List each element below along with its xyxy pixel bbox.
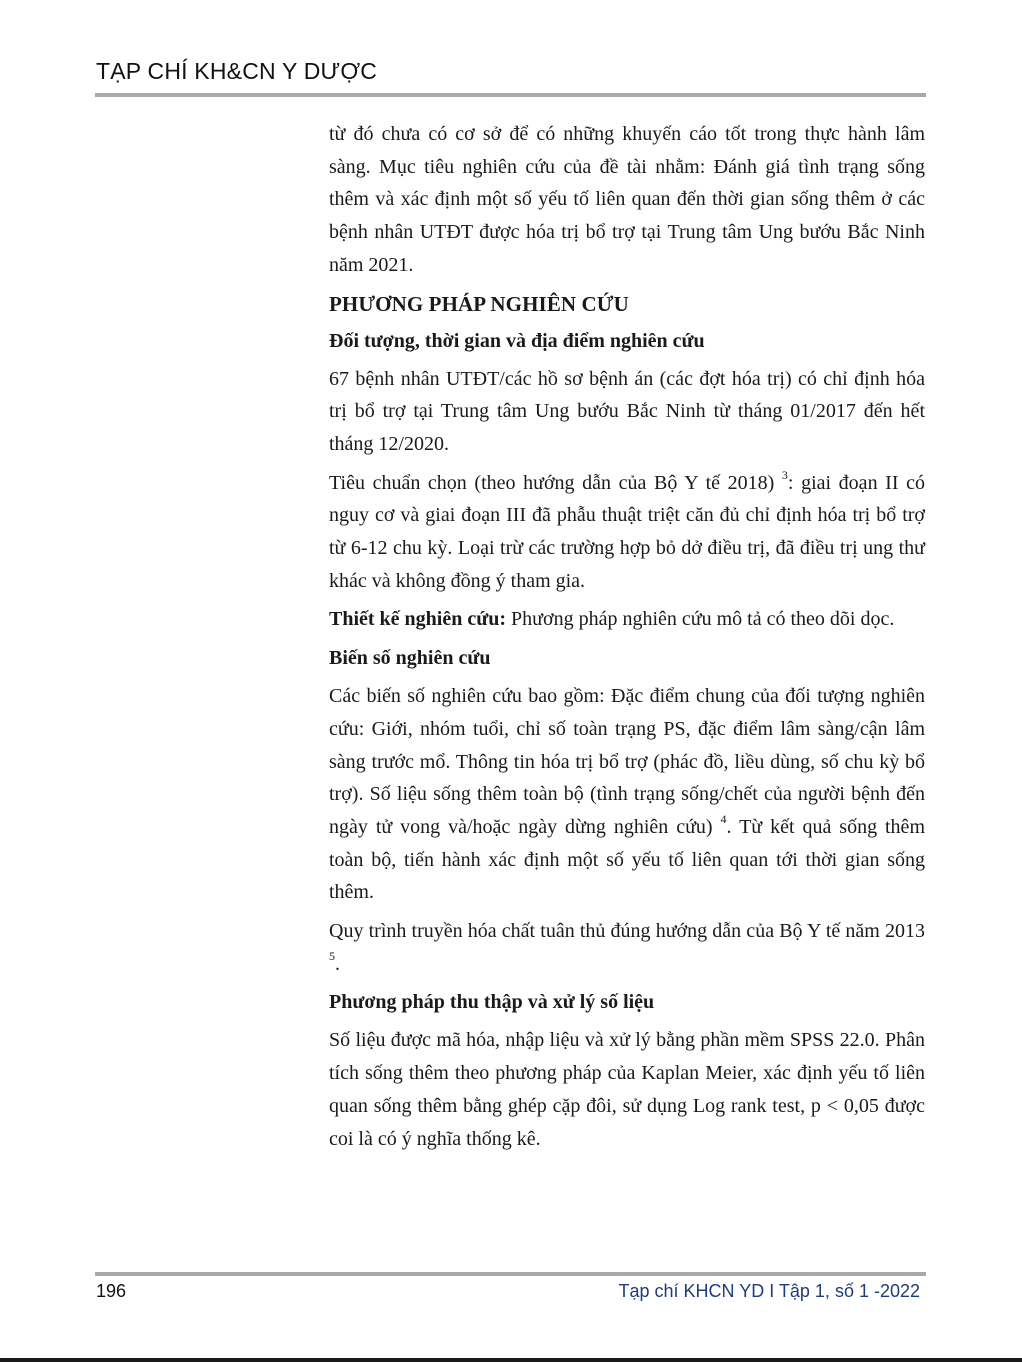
page-number: 196 [96, 1281, 127, 1301]
design-label: Thiết kế nghiên cứu: [329, 608, 507, 631]
citation-ref: 3 [781, 467, 788, 482]
variables-text: Các biến số nghiên cứu bao gồm: Đặc điểm chung của đối tượng nghiên cứu: Giới, nhóm tuổi, chỉ số toàn trạng PS, đặc điểm lâm sàng/cận lâm sàng trước mổ. Thông tin hóa trị bổ trợ (phác đồ, liều dùng, số chu kỳ bổ trợ). Số liệu sống thêm toàn bộ (tình trạng sống/chết của người bệnh đến ngày tử vong và/hoặc ngày dừng nghiên cứu) [329, 685, 925, 838]
article-body [329, 118, 925, 1161]
criteria-text: Tiêu chuẩn chọn (theo hướng dẫn của Bộ Y tế 2018) [329, 471, 782, 494]
procedure-paragraph [329, 915, 925, 980]
footer-divider [95, 1272, 926, 1276]
intro-paragraph: từ đó chưa có cơ sở để có những khuyến cáo tốt trong thực hành lâm sàng. Mục tiêu nghiên cứu của đề tài nhằm: Đánh giá tình trạng sống thêm và xác định một số yếu tố liên quan đến thời gian sống thêm ở các bệnh nhân UTĐT được hóa trị bổ trợ tại Trung tâm Ung bướu Bắc Ninh năm 2021. [329, 123, 925, 276]
subheading-data-processing: Phương pháp thu thập và xử lý số liệu [329, 991, 655, 1014]
journal-header-title: TẠP CHÍ KH&CN Y DƯỢC [96, 58, 378, 84]
design-text: Phương pháp nghiên cứu mô tả có theo dõi dọc. [506, 608, 895, 631]
criteria-paragraph [329, 467, 925, 598]
citation-ref: 5 [329, 949, 335, 964]
subheading-subjects: Đối tượng, thời gian và địa điểm nghiên cứu [329, 329, 705, 352]
subheading-variables: Biến số nghiên cứu [329, 647, 491, 670]
citation-ref: 4 [720, 812, 727, 827]
procedure-text-cont: . [335, 952, 340, 975]
header-divider [95, 93, 926, 97]
footer-journal-info: Tạp chí KHCN YD I Tập 1, số 1 -2022 [618, 1281, 920, 1301]
variables-text-cont: . Từ kết quả sống thêm toàn bộ, tiến hành xác định một số yếu tố liên quan tới thời gian sống thêm. [329, 815, 925, 904]
section-heading-methods: PHƯƠNG PHÁP NGHIÊN CỨU [329, 291, 629, 316]
subjects-paragraph: 67 bệnh nhân UTĐT/các hồ sơ bệnh án (các đợt hóa trị) có chỉ định hóa trị bổ trợ tại Trung tâm Ung bướu Bắc Ninh từ tháng 01/2017 đến hết tháng 12/2020. [329, 367, 925, 455]
variables-paragraph [329, 680, 925, 909]
criteria-text-cont: : giai đoạn II có nguy cơ và giai đoạn III đã phẫu thuật triệt căn đủ chỉ định hóa trị bổ trợ từ 6-12 chu kỳ. Loại trừ các trường hợp bỏ dở điều trị, đã điều trị ung thư khác và không đồng ý tham gia. [329, 471, 925, 592]
procedure-text: Quy trình truyền hóa chất tuân thủ đúng hướng dẫn của Bộ Y tế năm 2013 [329, 920, 925, 943]
page-bottom-edge [0, 1358, 1022, 1362]
design-paragraph [329, 603, 925, 636]
data-paragraph: Số liệu được mã hóa, nhập liệu và xử lý bằng phần mềm SPSS 22.0. Phân tích sống thêm theo phương pháp của Kaplan Meier, xác định yếu tố liên quan sống thêm bằng ghép cặp đôi, sử dụng Log rank test, p < 0,05 được coi là có ý nghĩa thống kê. [329, 1029, 925, 1150]
